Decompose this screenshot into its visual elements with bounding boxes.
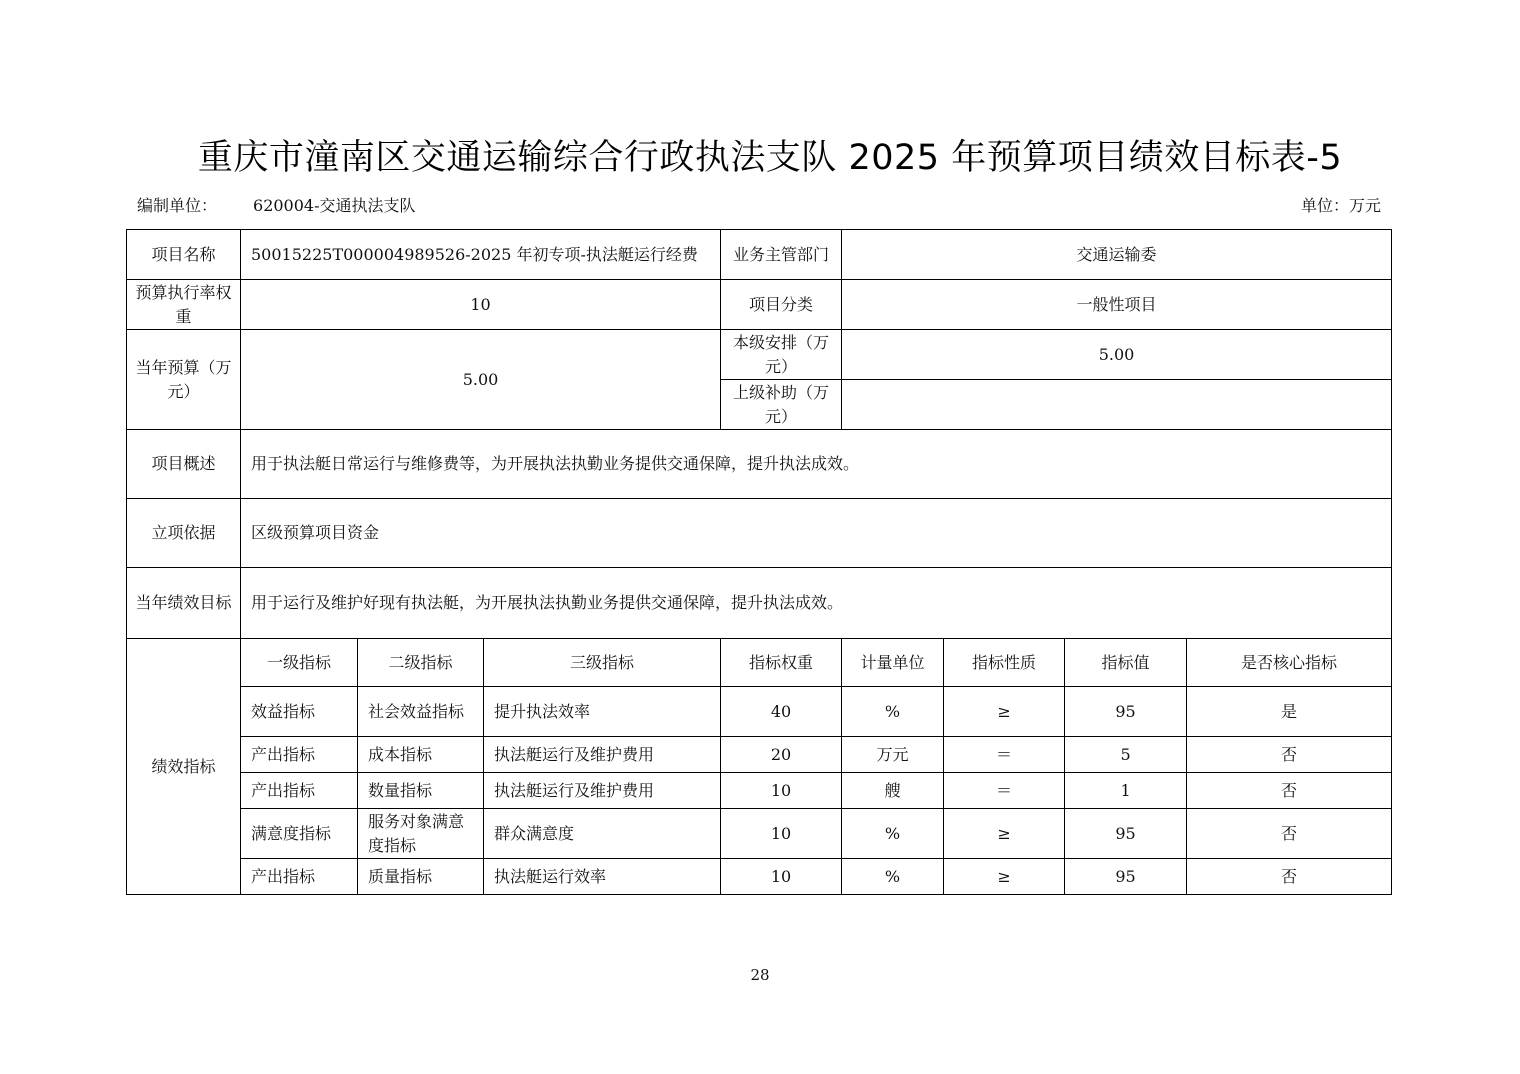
category-label: 项目分类 <box>721 280 842 330</box>
project-name-label: 项目名称 <box>127 230 241 280</box>
level3-cell: 执法艇运行及维护费用 <box>484 737 721 773</box>
core-cell: 是 <box>1187 687 1392 737</box>
page-number: 28 <box>750 966 770 984</box>
table-row <box>127 809 1392 859</box>
value-cell: 95 <box>1065 687 1187 737</box>
nature-cell: ≥ <box>944 809 1065 859</box>
category-value: 一般性项目 <box>842 280 1392 330</box>
value-cell: 95 <box>1065 859 1187 895</box>
table-row <box>127 773 1392 809</box>
level2-cell: 成本指标 <box>358 737 484 773</box>
table-row <box>127 859 1392 895</box>
level2-cell: 数量指标 <box>358 773 484 809</box>
row-budget-local <box>127 330 1392 380</box>
level3-cell: 提升执法效率 <box>484 687 721 737</box>
row-goal <box>127 568 1392 639</box>
level2-cell: 质量指标 <box>358 859 484 895</box>
overview-label: 项目概述 <box>127 430 241 499</box>
performance-table <box>126 229 1392 895</box>
unit-cell: 万元 <box>842 737 944 773</box>
core-cell: 否 <box>1187 773 1392 809</box>
budget-label: 当年预算（万元） <box>127 330 241 430</box>
level2-cell: 社会效益指标 <box>358 687 484 737</box>
compiling-unit-value: 620004-交通执法支队 <box>253 196 416 215</box>
core-cell: 否 <box>1187 737 1392 773</box>
level1-cell: 产出指标 <box>241 859 358 895</box>
value-cell: 1 <box>1065 773 1187 809</box>
nature-cell: ≥ <box>944 687 1065 737</box>
unit-cell: % <box>842 687 944 737</box>
indicators-section-label: 绩效指标 <box>127 639 241 895</box>
table-row <box>127 687 1392 737</box>
nature-cell: ＝ <box>944 737 1065 773</box>
level2-cell: 服务对象满意度指标 <box>358 809 484 859</box>
weight-cell: 10 <box>721 809 842 859</box>
unit-cell: % <box>842 809 944 859</box>
weight-value: 10 <box>241 280 721 330</box>
compiling-unit <box>137 194 416 218</box>
level3-cell: 执法艇运行效率 <box>484 859 721 895</box>
page-title: 重庆市潼南区交通运输综合行政执法支队 2025 年预算项目绩效目标表-5 <box>197 138 1343 178</box>
upper-value <box>842 380 1392 430</box>
core-cell: 否 <box>1187 859 1392 895</box>
header-weight: 指标权重 <box>721 639 842 687</box>
weight-label: 预算执行率权重 <box>127 280 241 330</box>
budget-value: 5.00 <box>241 330 721 430</box>
header-unit: 计量单位 <box>842 639 944 687</box>
indicator-header-row <box>127 639 1392 687</box>
dept-label: 业务主管部门 <box>721 230 842 280</box>
local-label: 本级安排（万元） <box>721 330 842 380</box>
core-cell: 否 <box>1187 809 1392 859</box>
upper-label: 上级补助（万元） <box>721 380 842 430</box>
weight-cell: 40 <box>721 687 842 737</box>
weight-cell: 10 <box>721 773 842 809</box>
header-level3: 三级指标 <box>484 639 721 687</box>
weight-cell: 10 <box>721 859 842 895</box>
unit-cell: 艘 <box>842 773 944 809</box>
table-row <box>127 737 1392 773</box>
basis-label: 立项依据 <box>127 499 241 568</box>
level1-cell: 产出指标 <box>241 773 358 809</box>
local-value: 5.00 <box>842 330 1392 380</box>
row-overview <box>127 430 1392 499</box>
level1-cell: 满意度指标 <box>241 809 358 859</box>
nature-cell: ≥ <box>944 859 1065 895</box>
level1-cell: 产出指标 <box>241 737 358 773</box>
project-name-value: 50015225T000004989526-2025 年初专项-执法艇运行经费 <box>241 230 721 280</box>
header-nature: 指标性质 <box>944 639 1065 687</box>
basis-value: 区级预算项目资金 <box>241 499 1392 568</box>
weight-cell: 20 <box>721 737 842 773</box>
money-unit: 单位：万元 <box>1300 196 1381 215</box>
goal-label: 当年绩效目标 <box>127 568 241 639</box>
level3-cell: 执法艇运行及维护费用 <box>484 773 721 809</box>
value-cell: 95 <box>1065 809 1187 859</box>
header-level1: 一级指标 <box>241 639 358 687</box>
level1-cell: 效益指标 <box>241 687 358 737</box>
row-basis <box>127 499 1392 568</box>
nature-cell: ＝ <box>944 773 1065 809</box>
header-core: 是否核心指标 <box>1187 639 1392 687</box>
goal-value: 用于运行及维护好现有执法艇，为开展执法执勤业务提供交通保障，提升执法成效。 <box>241 568 1392 639</box>
compiling-unit-label: 编制单位： <box>137 196 218 215</box>
unit-cell: % <box>842 859 944 895</box>
value-cell: 5 <box>1065 737 1187 773</box>
row-project-name <box>127 230 1392 280</box>
overview-value: 用于执法艇日常运行与维修费等，为开展执法执勤业务提供交通保障，提升执法成效。 <box>241 430 1392 499</box>
row-weight <box>127 280 1392 330</box>
header-level2: 二级指标 <box>358 639 484 687</box>
header-value: 指标值 <box>1065 639 1187 687</box>
dept-value: 交通运输委 <box>842 230 1392 280</box>
level3-cell: 群众满意度 <box>484 809 721 859</box>
